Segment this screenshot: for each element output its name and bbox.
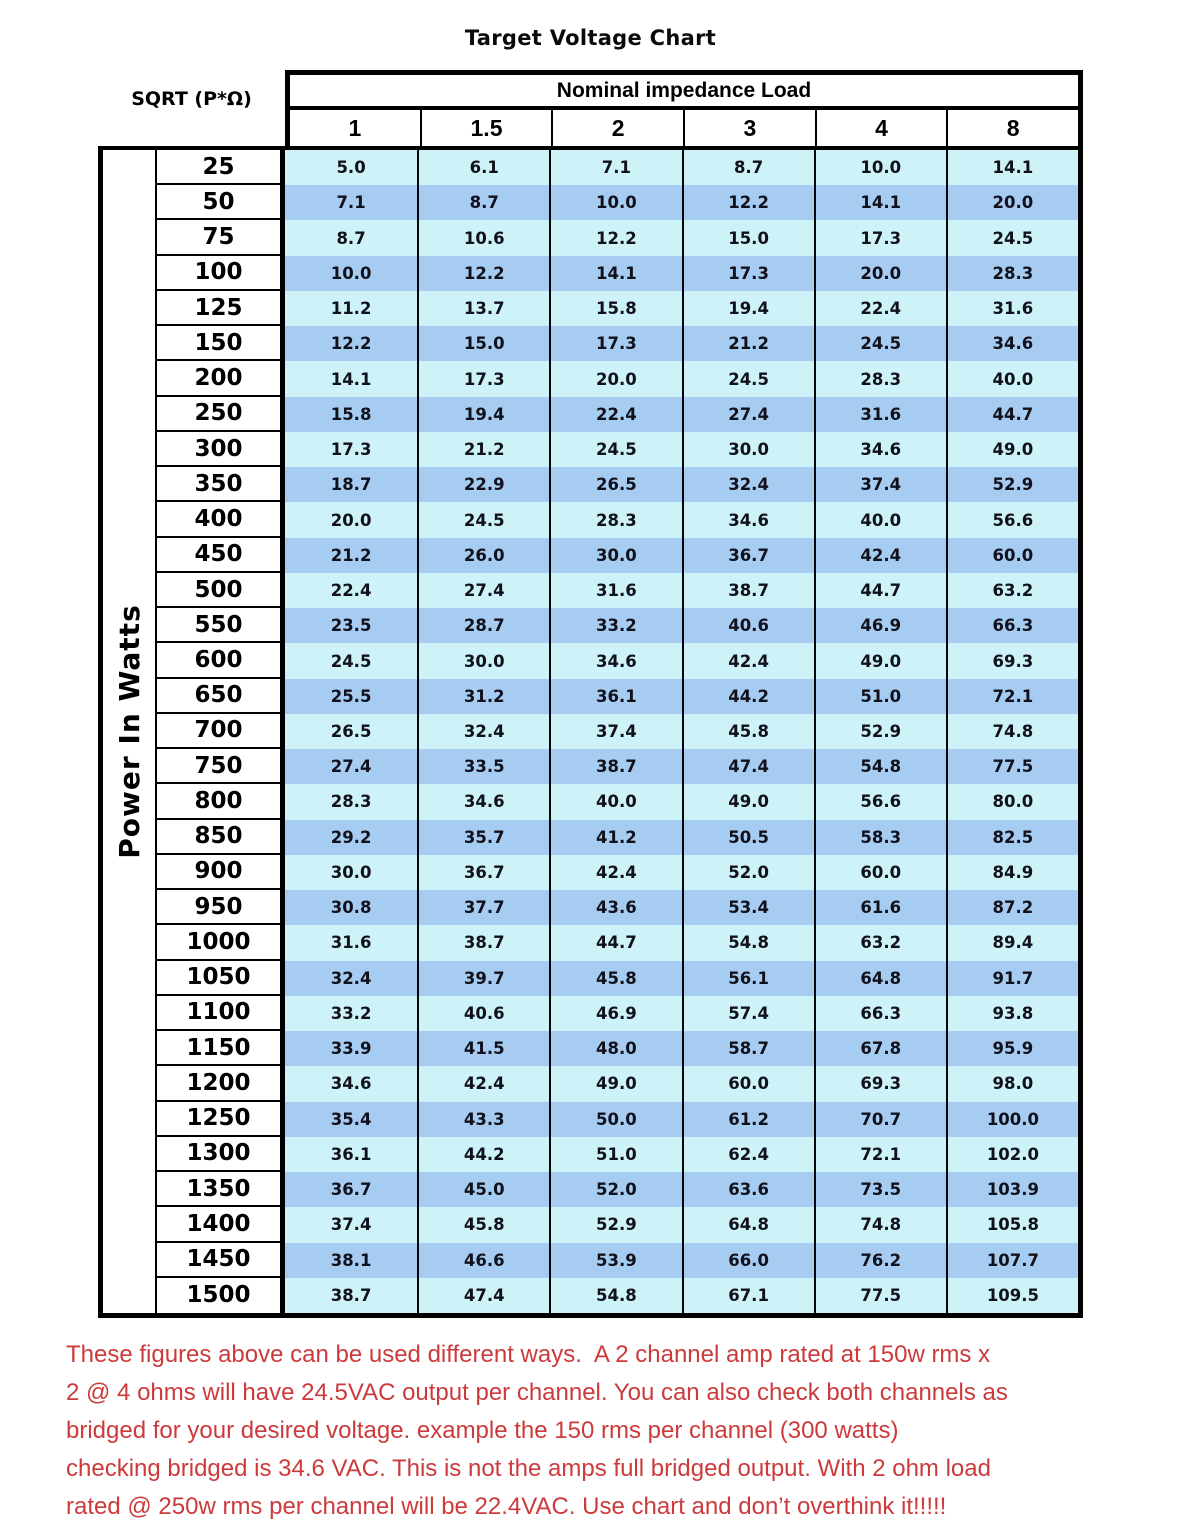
table-cell: 36.7 <box>417 855 549 890</box>
table-cell: 50.0 <box>549 1102 681 1137</box>
table-cell: 47.4 <box>682 749 814 784</box>
watts-label: 300 <box>157 432 280 467</box>
table-cell: 41.5 <box>417 1031 549 1066</box>
table-row <box>285 397 1078 432</box>
table-cell: 80.0 <box>946 784 1078 819</box>
watts-label: 1500 <box>186 1282 251 1309</box>
table-cell: 32.4 <box>417 714 549 749</box>
table-cell: 38.7 <box>330 1285 372 1305</box>
table-row <box>285 467 1078 502</box>
table-cell: 13.7 <box>417 291 549 326</box>
table-cell: 10.6 <box>417 220 549 255</box>
table-cell: 11.2 <box>330 299 372 319</box>
watts-label: 550 <box>157 608 280 643</box>
table-cell: 35.7 <box>417 820 549 855</box>
table-cell: 45.8 <box>682 714 814 749</box>
table-cell: 47.4 <box>417 1278 549 1313</box>
watts-label: 75 <box>157 220 280 255</box>
table-cell: 66.3 <box>946 608 1078 643</box>
table-cell: 63.2 <box>946 573 1078 608</box>
table-cell: 12.2 <box>417 256 549 291</box>
table-cell: 8.7 <box>682 150 814 185</box>
table-cell: 105.8 <box>946 1207 1078 1242</box>
table-cell: 18.7 <box>330 475 372 495</box>
table-cell: 44.2 <box>417 1137 549 1172</box>
table-cell: 52.9 <box>549 1207 681 1242</box>
table-row <box>285 820 1078 855</box>
table-cell: 38.7 <box>417 925 549 960</box>
table-cell: 22.4 <box>549 397 681 432</box>
table-cell: 36.7 <box>330 1180 372 1200</box>
table-row <box>285 1278 1078 1313</box>
table-cell: 30.0 <box>682 432 814 467</box>
table-cell: 42.4 <box>814 538 946 573</box>
table-row <box>285 961 1078 996</box>
watts-label: 650 <box>157 679 280 714</box>
table-cell: 8.7 <box>417 185 549 220</box>
note-line: rated @ 250w rms per channel will be 22.4VAC. Use chart and don’t overthink it!!!!! <box>66 1493 947 1520</box>
table-cell: 28.3 <box>330 792 372 812</box>
table-cell: 60.0 <box>946 538 1078 573</box>
table-cell: 100.0 <box>946 1102 1078 1137</box>
table-cell: 19.4 <box>682 291 814 326</box>
table-row <box>285 150 1078 185</box>
table-cell: 15.8 <box>549 291 681 326</box>
sqrt-formula-label: SQRT (P*Ω) <box>131 88 252 110</box>
table-cell: 51.0 <box>814 679 946 714</box>
table-cell: 56.6 <box>946 502 1078 537</box>
table-row <box>285 432 1078 467</box>
table-cell: 89.4 <box>946 925 1078 960</box>
table-cell: 36.7 <box>682 538 814 573</box>
table-cell: 66.3 <box>814 996 946 1031</box>
table-cell: 44.7 <box>549 925 681 960</box>
table-cell: 40.6 <box>682 608 814 643</box>
impedance-header-cell: 1.5 <box>420 110 552 146</box>
table-cell: 46.6 <box>417 1243 549 1278</box>
table-cell: 109.5 <box>946 1278 1078 1313</box>
table-cell: 31.6 <box>946 291 1078 326</box>
table-row <box>285 679 1078 714</box>
table-cell: 31.2 <box>417 679 549 714</box>
table-cell: 24.5 <box>814 326 946 361</box>
table-cell: 45.8 <box>549 961 681 996</box>
table-cell: 30.0 <box>417 643 549 678</box>
table-cell: 54.8 <box>682 925 814 960</box>
watts-label: 1000 <box>157 925 280 960</box>
watts-label: 1150 <box>157 1031 280 1066</box>
table-cell: 10.0 <box>330 263 372 283</box>
table-cell: 35.4 <box>330 1109 372 1129</box>
table-cell: 52.0 <box>682 855 814 890</box>
watts-label: 900 <box>157 855 280 890</box>
table-row <box>285 1102 1078 1137</box>
data-grid <box>285 150 1078 1313</box>
watts-label: 500 <box>157 573 280 608</box>
table-cell: 17.3 <box>330 440 372 460</box>
table-cell: 61.2 <box>682 1102 814 1137</box>
table-cell: 31.6 <box>330 933 372 953</box>
table-cell: 37.7 <box>417 890 549 925</box>
table-cell: 34.6 <box>946 326 1078 361</box>
impedance-header-cell: 4 <box>815 110 947 146</box>
table-cell: 49.0 <box>549 1066 681 1101</box>
table-cell: 37.4 <box>330 1215 372 1235</box>
table-row <box>285 185 1078 220</box>
table-cell: 20.0 <box>814 256 946 291</box>
watts-label: 400 <box>157 502 280 537</box>
table-cell: 15.0 <box>682 220 814 255</box>
table-cell: 5.0 <box>336 158 366 178</box>
table-row <box>285 1243 1078 1278</box>
watts-label: 1350 <box>157 1172 280 1207</box>
table-cell: 27.4 <box>417 573 549 608</box>
table-row <box>285 256 1078 291</box>
table-cell: 102.0 <box>946 1137 1078 1172</box>
table-cell: 49.0 <box>814 643 946 678</box>
table-row <box>285 855 1078 890</box>
table-cell: 24.5 <box>330 651 372 671</box>
watts-label: 1300 <box>157 1137 280 1172</box>
table-cell: 107.7 <box>946 1243 1078 1278</box>
table-cell: 54.8 <box>549 1278 681 1313</box>
table-cell: 33.9 <box>330 1039 372 1059</box>
table-cell: 53.9 <box>549 1243 681 1278</box>
table-cell: 26.0 <box>417 538 549 573</box>
watts-label: 350 <box>157 467 280 502</box>
table-cell: 76.2 <box>814 1243 946 1278</box>
table-cell: 70.7 <box>814 1102 946 1137</box>
table-cell: 15.0 <box>417 326 549 361</box>
table-cell: 52.0 <box>549 1172 681 1207</box>
table-row <box>285 220 1078 255</box>
impedance-header-cell: 8 <box>946 110 1078 146</box>
table-cell: 63.6 <box>682 1172 814 1207</box>
usage-note <box>66 1336 1134 1526</box>
table-cell: 27.4 <box>682 397 814 432</box>
watts-label: 1450 <box>157 1243 280 1278</box>
table-cell: 38.7 <box>682 573 814 608</box>
table-cell: 17.3 <box>682 256 814 291</box>
watts-column <box>157 150 285 1313</box>
table-cell: 33.2 <box>330 1003 372 1023</box>
table-cell: 67.8 <box>814 1031 946 1066</box>
impedance-header-cell: 3 <box>683 110 815 146</box>
table-cell: 45.0 <box>417 1172 549 1207</box>
table-row <box>285 925 1078 960</box>
impedance-header-cell: 1 <box>348 114 362 141</box>
table-cell: 17.3 <box>549 326 681 361</box>
table-cell: 21.2 <box>682 326 814 361</box>
table-cell: 33.2 <box>549 608 681 643</box>
table-cell: 30.0 <box>549 538 681 573</box>
table-cell: 14.1 <box>946 150 1078 185</box>
note-line: bridged for your desired voltage. example the 150 rms per channel (300 watts) <box>66 1417 899 1444</box>
table-cell: 12.2 <box>682 185 814 220</box>
table-cell: 87.2 <box>946 890 1078 925</box>
table-row <box>285 502 1078 537</box>
power-axis-label: Power In Watts <box>112 604 146 859</box>
note-line: checking bridged is 34.6 VAC. This is not the amps full bridged output. With 2 ohm load <box>66 1455 991 1482</box>
note-line: These figures above can be used different ways. A 2 channel amp rated at 150w rms x <box>66 1341 991 1368</box>
table-cell: 49.0 <box>682 784 814 819</box>
table-cell: 22.4 <box>330 581 372 601</box>
table-row <box>285 643 1078 678</box>
table-cell: 7.1 <box>549 150 681 185</box>
table-cell: 19.4 <box>417 397 549 432</box>
table-cell: 52.9 <box>814 714 946 749</box>
table-cell: 23.5 <box>330 616 372 636</box>
table-cell: 8.7 <box>336 228 366 248</box>
table-cell: 77.5 <box>814 1278 946 1313</box>
table-cell: 29.2 <box>330 827 372 847</box>
table-cell: 27.4 <box>330 757 372 777</box>
table-cell: 67.1 <box>682 1278 814 1313</box>
table-cell: 38.1 <box>330 1250 372 1270</box>
table-cell: 21.2 <box>417 432 549 467</box>
watts-label: 700 <box>157 714 280 749</box>
table-cell: 56.1 <box>682 961 814 996</box>
table-cell: 84.9 <box>946 855 1078 890</box>
watts-label: 1200 <box>157 1066 280 1101</box>
watts-label: 850 <box>157 820 280 855</box>
voltage-table <box>98 146 1083 1318</box>
table-cell: 39.7 <box>417 961 549 996</box>
table-cell: 36.1 <box>330 1144 372 1164</box>
table-cell: 53.4 <box>682 890 814 925</box>
table-row <box>285 361 1078 396</box>
table-row <box>285 996 1078 1031</box>
table-cell: 103.9 <box>946 1172 1078 1207</box>
table-cell: 34.6 <box>814 432 946 467</box>
table-cell: 46.9 <box>814 608 946 643</box>
table-cell: 66.0 <box>682 1243 814 1278</box>
table-cell: 12.2 <box>549 220 681 255</box>
watts-label: 1250 <box>157 1102 280 1137</box>
table-cell: 60.0 <box>682 1066 814 1101</box>
table-cell: 44.7 <box>946 397 1078 432</box>
table-cell: 95.9 <box>946 1031 1078 1066</box>
table-cell: 43.6 <box>549 890 681 925</box>
table-cell: 42.4 <box>549 855 681 890</box>
table-row <box>285 326 1078 361</box>
table-cell: 69.3 <box>814 1066 946 1101</box>
table-cell: 22.9 <box>417 467 549 502</box>
table-cell: 33.5 <box>417 749 549 784</box>
table-cell: 30.0 <box>330 862 372 882</box>
table-cell: 82.5 <box>946 820 1078 855</box>
table-cell: 25.5 <box>330 686 372 706</box>
table-cell: 54.8 <box>814 749 946 784</box>
table-cell: 77.5 <box>946 749 1078 784</box>
table-cell: 34.6 <box>549 643 681 678</box>
table-cell: 24.5 <box>417 502 549 537</box>
table-row <box>285 890 1078 925</box>
table-cell: 43.3 <box>417 1102 549 1137</box>
table-cell: 93.8 <box>946 996 1078 1031</box>
table-cell: 17.3 <box>814 220 946 255</box>
table-cell: 20.0 <box>549 361 681 396</box>
watts-label: 150 <box>157 326 280 361</box>
power-axis-column <box>103 150 157 1313</box>
table-cell: 28.3 <box>814 361 946 396</box>
table-cell: 91.7 <box>946 961 1078 996</box>
watts-label: 250 <box>157 397 280 432</box>
table-cell: 64.8 <box>682 1207 814 1242</box>
table-cell: 40.6 <box>417 996 549 1031</box>
table-cell: 44.7 <box>814 573 946 608</box>
table-row <box>285 1207 1078 1242</box>
table-cell: 6.1 <box>417 150 549 185</box>
table-cell: 48.0 <box>549 1031 681 1066</box>
table-cell: 24.5 <box>682 361 814 396</box>
table-cell: 46.9 <box>549 996 681 1031</box>
table-cell: 10.0 <box>814 150 946 185</box>
table-cell: 34.6 <box>417 784 549 819</box>
table-cell: 42.4 <box>682 643 814 678</box>
table-cell: 36.1 <box>549 679 681 714</box>
table-row <box>285 291 1078 326</box>
table-cell: 73.5 <box>814 1172 946 1207</box>
table-cell: 26.5 <box>549 467 681 502</box>
table-cell: 7.1 <box>336 193 366 213</box>
impedance-header-row <box>285 110 1083 146</box>
table-cell: 62.4 <box>682 1137 814 1172</box>
table-row <box>285 1031 1078 1066</box>
table-cell: 38.7 <box>549 749 681 784</box>
watts-label: 1400 <box>157 1207 280 1242</box>
table-cell: 21.2 <box>330 545 372 565</box>
table-cell: 56.6 <box>814 784 946 819</box>
table-cell: 31.6 <box>549 573 681 608</box>
note-line: 2 @ 4 ohms will have 24.5VAC output per channel. You can also check both channels as <box>66 1379 1008 1406</box>
table-row <box>285 608 1078 643</box>
table-cell: 42.4 <box>417 1066 549 1101</box>
table-cell: 72.1 <box>946 679 1078 714</box>
table-cell: 37.4 <box>814 467 946 502</box>
table-row <box>285 573 1078 608</box>
watts-label: 450 <box>157 538 280 573</box>
table-cell: 52.9 <box>946 467 1078 502</box>
table-row <box>285 538 1078 573</box>
table-cell: 17.3 <box>417 361 549 396</box>
table-row <box>285 1137 1078 1172</box>
table-cell: 74.8 <box>946 714 1078 749</box>
watts-label: 50 <box>157 185 280 220</box>
table-cell: 63.2 <box>814 925 946 960</box>
impedance-header-cell: 2 <box>551 110 683 146</box>
table-cell: 32.4 <box>330 968 372 988</box>
table-cell: 28.3 <box>946 256 1078 291</box>
watts-label: 950 <box>157 890 280 925</box>
table-cell: 20.0 <box>946 185 1078 220</box>
table-row <box>285 784 1078 819</box>
watts-label: 125 <box>157 291 280 326</box>
table-cell: 49.0 <box>946 432 1078 467</box>
table-row <box>285 1172 1078 1207</box>
table-row <box>285 749 1078 784</box>
table-cell: 22.4 <box>814 291 946 326</box>
table-cell: 14.1 <box>330 369 372 389</box>
watts-label: 800 <box>157 784 280 819</box>
table-cell: 58.7 <box>682 1031 814 1066</box>
table-cell: 64.8 <box>814 961 946 996</box>
table-cell: 24.5 <box>946 220 1078 255</box>
table-cell: 40.0 <box>549 784 681 819</box>
table-cell: 31.6 <box>814 397 946 432</box>
table-row <box>285 714 1078 749</box>
table-cell: 44.2 <box>682 679 814 714</box>
table-cell: 14.1 <box>814 185 946 220</box>
table-cell: 45.8 <box>417 1207 549 1242</box>
table-cell: 15.8 <box>330 404 372 424</box>
table-cell: 34.6 <box>330 1074 372 1094</box>
watts-label: 100 <box>157 256 280 291</box>
table-cell: 28.7 <box>417 608 549 643</box>
table-cell: 34.6 <box>682 502 814 537</box>
table-cell: 57.4 <box>682 996 814 1031</box>
table-cell: 41.2 <box>549 820 681 855</box>
table-cell: 72.1 <box>814 1137 946 1172</box>
watts-label: 200 <box>157 361 280 396</box>
table-cell: 58.3 <box>814 820 946 855</box>
table-cell: 69.3 <box>946 643 1078 678</box>
watts-label: 25 <box>157 150 280 185</box>
table-cell: 32.4 <box>682 467 814 502</box>
table-cell: 14.1 <box>549 256 681 291</box>
table-cell: 98.0 <box>946 1066 1078 1101</box>
watts-label: 600 <box>157 643 280 678</box>
table-cell: 37.4 <box>549 714 681 749</box>
impedance-group-header: Nominal impedance Load <box>285 70 1083 110</box>
watts-label: 1100 <box>157 996 280 1031</box>
table-cell: 50.5 <box>682 820 814 855</box>
table-cell: 51.0 <box>549 1137 681 1172</box>
table-cell: 40.0 <box>946 361 1078 396</box>
watts-label: 750 <box>157 749 280 784</box>
table-cell: 61.6 <box>814 890 946 925</box>
table-cell: 28.3 <box>549 502 681 537</box>
table-cell: 20.0 <box>330 510 372 530</box>
table-cell: 10.0 <box>549 185 681 220</box>
table-cell: 74.8 <box>814 1207 946 1242</box>
table-cell: 26.5 <box>330 721 372 741</box>
table-row <box>285 1066 1078 1101</box>
table-cell: 30.8 <box>330 898 372 918</box>
watts-label: 1050 <box>157 961 280 996</box>
table-cell: 12.2 <box>330 334 372 354</box>
table-cell: 40.0 <box>814 502 946 537</box>
table-cell: 60.0 <box>814 855 946 890</box>
table-cell: 24.5 <box>549 432 681 467</box>
page-title: Target Voltage Chart <box>464 26 717 50</box>
